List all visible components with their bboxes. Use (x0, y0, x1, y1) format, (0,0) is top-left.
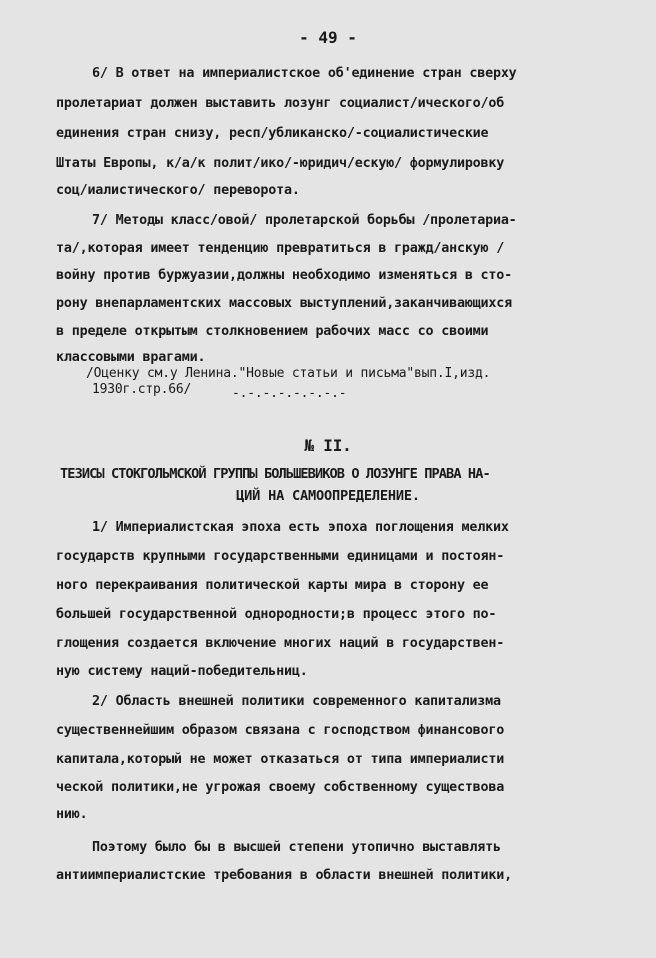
text-line: соц/иалистического/ переворота. (56, 183, 300, 198)
text-line: войну против буржуазии,должны необходимо изменяться в сто- (56, 268, 512, 283)
text-line: капитала,который не может отказаться от типа империалисти (56, 752, 505, 767)
footnote-line: 1930г.стр.66/ (92, 382, 192, 397)
text-line: классовыми врагами. (56, 350, 206, 365)
section-title: ТЕЗИСЫ СТОКГОЛЬМСКОЙ ГРУППЫ БОЛЬШЕВИКОВ О ЛОЗУНГЕ ПРАВА НА- (60, 466, 490, 482)
text-line: единения стран снизу, респ/убликанско/-социалистические (56, 126, 489, 141)
text-line: нию. (56, 807, 88, 822)
text-line: ческой политики,не угрожая своему собственному существова (56, 780, 505, 795)
section-number: № II. (304, 436, 352, 455)
text-line: Штаты Европы, к/а/к полит/ико/-юридич/ескую/ формулировку (56, 156, 505, 171)
page-number: - 49 - (299, 28, 357, 47)
section-title: ЦИЙ НА САМООПРЕДЕЛЕНИЕ. (236, 488, 420, 504)
text-line: та/,которая имеет тенденцию превратиться в гражд/анскую / (56, 241, 505, 256)
text-line: 6/ В ответ на империалистское об'единение стран сверху (92, 66, 517, 81)
text-line: пролетариат должен выставить лозунг социалист/ического/об (56, 96, 505, 111)
separator-line: -.-.-.-.-.-.-.- (232, 386, 347, 401)
text-line: 7/ Методы класс/овой/ пролетарской борьбы /пролетариа- (92, 213, 517, 228)
text-line: в пределе открытым столкновением рабочих масс со своими (56, 324, 489, 339)
text-line: существеннейшим образом связана с господством финансового (56, 723, 505, 738)
text-line: государств крупными государственными единицами и постоян- (56, 549, 505, 564)
text-line: 1/ Империалистская эпоха есть эпоха поглощения мелких (92, 520, 509, 535)
text-line: Поэтому было бы в высшей степени утопично выставлять (92, 840, 501, 855)
text-line: ную систему наций-победительниц. (56, 664, 308, 679)
text-line: 2/ Область внешней политики современного капитализма (92, 694, 501, 709)
text-line: ного перекраивания политической карты мира в сторону ее (56, 578, 489, 593)
text-line: глощения создается включение многих наций в государствен- (56, 636, 505, 651)
footnote-line: /Оценку см.у Ленина."Новые статьи и письма"вып.I,изд. (86, 366, 491, 381)
text-line: антиимпериалистские требования в области внешней политики, (56, 868, 512, 883)
text-line: большей государственной однородности;в процесс этого по- (56, 607, 497, 622)
text-line: рону внепарламентских массовых выступлений,заканчивающихся (56, 296, 512, 311)
